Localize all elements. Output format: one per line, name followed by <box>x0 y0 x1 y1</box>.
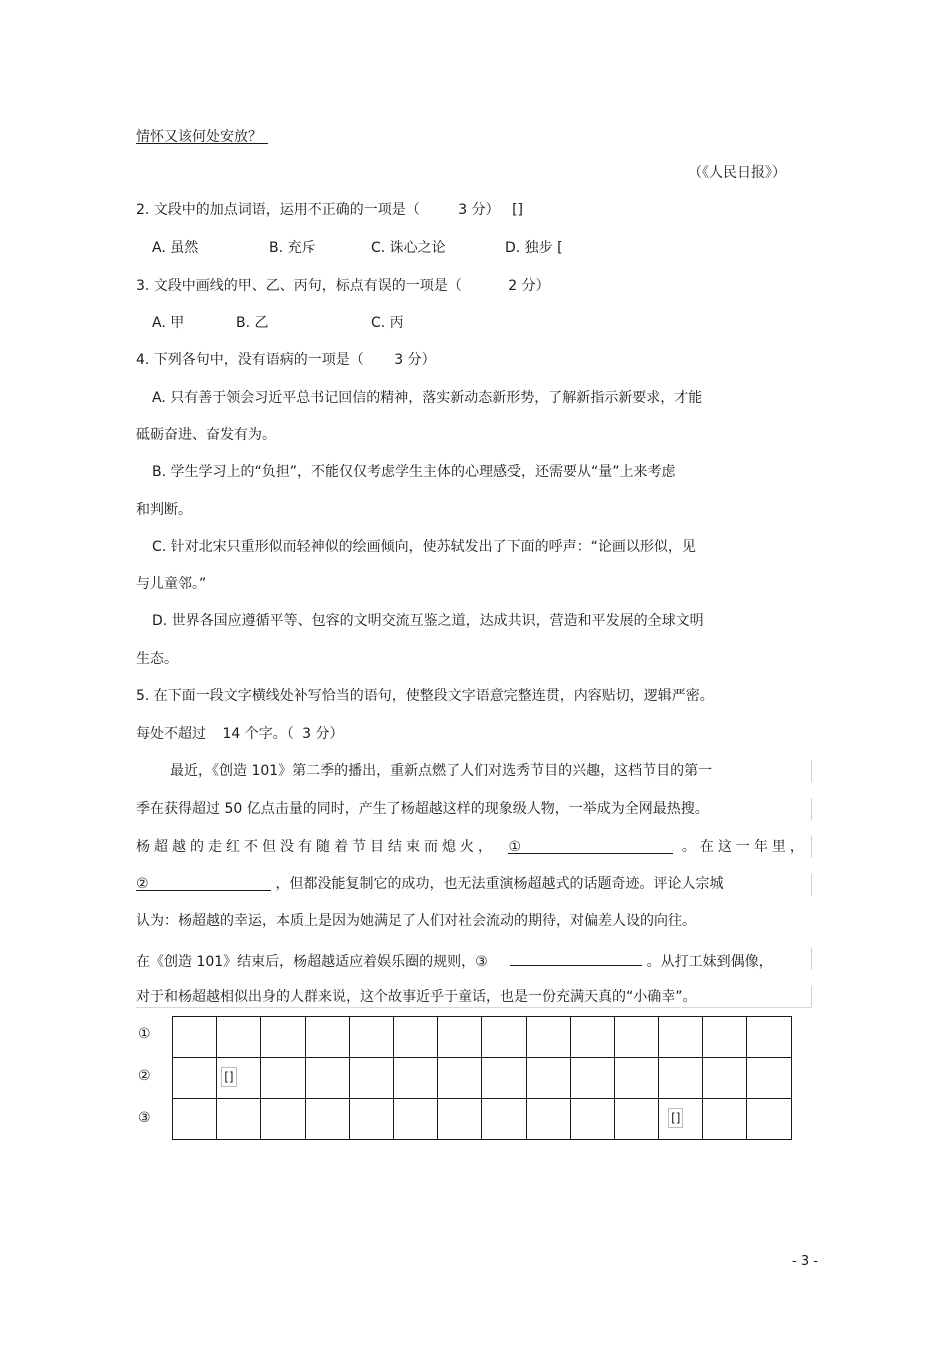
grid-cell[interactable] <box>659 1099 703 1140</box>
grid-cell[interactable] <box>393 1099 437 1140</box>
passage-rule <box>811 948 812 970</box>
grid-cell[interactable] <box>659 1017 703 1058</box>
passage-line-6b: 。从打工妹到偶像， <box>646 954 773 970</box>
grid-label-3: ③ <box>138 1110 151 1126</box>
grid-cell[interactable] <box>614 1058 658 1099</box>
q4-stem <box>136 350 436 370</box>
passage-line-1: 最近，《创造 101》第二季的播出，重新点燃了人们对选秀节目的兴趣，这档节目的第一 <box>170 763 713 779</box>
grid-cell[interactable] <box>349 1017 393 1058</box>
grid-cell[interactable] <box>438 1058 482 1099</box>
passage-rule <box>811 760 812 782</box>
q2-option-a: A. 虽然 <box>152 240 199 256</box>
q4-option-d-line2: 生态。 <box>136 651 178 667</box>
q3-option-b: B. 乙 <box>236 315 269 331</box>
grid-cell[interactable] <box>614 1099 658 1140</box>
grid-label-2: ② <box>138 1068 151 1084</box>
grid-cell[interactable] <box>217 1058 261 1099</box>
grid-cell[interactable] <box>393 1058 437 1099</box>
q2-option-c: C. 诛心之论 <box>371 240 446 256</box>
q5-limit-a: 每处不超过 <box>136 726 206 742</box>
grid-cell[interactable] <box>482 1099 526 1140</box>
grid-cell[interactable] <box>703 1099 747 1140</box>
grid-cell[interactable] <box>217 1017 261 1058</box>
passage-bottom-rule <box>136 1007 812 1008</box>
grid-cell[interactable] <box>349 1058 393 1099</box>
grid-cell[interactable] <box>526 1099 570 1140</box>
q4-option-c-line2: 与儿童邻。” <box>136 576 207 592</box>
q2-mark: [] <box>512 202 524 218</box>
grid-mark: [] <box>221 1067 236 1087</box>
grid-cell[interactable] <box>305 1017 349 1058</box>
grid-cell[interactable] <box>349 1099 393 1140</box>
passage-line-5: 认为：杨超越的幸运，本质上是因为她满足了人们对社会流动的期待，对偏差人设的向往。 <box>136 913 696 929</box>
passage-line-6 <box>136 949 773 969</box>
grid-cell[interactable] <box>173 1058 217 1099</box>
grid-cell[interactable] <box>482 1017 526 1058</box>
grid-cell[interactable] <box>570 1058 614 1099</box>
answer-blank-3[interactable] <box>510 949 642 966</box>
q4-option-a-line2: 砥砺奋进、奋发有为。 <box>136 427 276 443</box>
grid-cell[interactable] <box>703 1058 747 1099</box>
answer-blank-1[interactable] <box>508 837 673 854</box>
grid-cell[interactable] <box>173 1099 217 1140</box>
passage-rule <box>811 836 812 858</box>
q3-stem <box>136 276 550 296</box>
q4-score: 3 分） <box>394 352 436 368</box>
passage-rule <box>811 986 812 1008</box>
grid-row-3 <box>173 1099 792 1140</box>
q4-option-d-line1: D. 世界各国应遵循平等、包容的文明交流互鉴之道，达成共识，营造和平发展的全球文明 <box>152 613 704 629</box>
q3-option-c: C. 丙 <box>371 315 404 331</box>
q5-limit-c: 3 分） <box>302 726 344 742</box>
grid-row-1 <box>173 1017 792 1058</box>
q4-option-b-line1: B. 学生学习上的“负担”，不能仅仅考虑学生主体的心理感受，还需要从“量”上来考虑 <box>152 464 676 480</box>
passage-rule <box>811 798 812 820</box>
passage-line-3a: 杨超越的走红不但没有随着节目结束而熄火， <box>136 839 496 855</box>
q3-stem-text: 3. 文段中画线的甲、乙、丙句，标点有误的一项是（ <box>136 278 462 294</box>
grid-cell[interactable] <box>261 1017 305 1058</box>
grid-cell[interactable] <box>261 1099 305 1140</box>
grid-cell[interactable] <box>217 1099 261 1140</box>
q2-option-d: D. 独步 [ <box>505 240 563 256</box>
blank-2-label: ② <box>136 876 149 892</box>
grid-cell[interactable] <box>438 1099 482 1140</box>
q2-stem <box>136 200 523 220</box>
grid-label-1: ① <box>138 1026 151 1042</box>
grid-cell[interactable] <box>526 1017 570 1058</box>
q5-limit <box>136 724 344 744</box>
grid-mark: [] <box>668 1108 683 1128</box>
grid-cell[interactable] <box>261 1058 305 1099</box>
grid-cell[interactable] <box>747 1058 791 1099</box>
grid-cell[interactable] <box>614 1017 658 1058</box>
grid-cell[interactable] <box>703 1017 747 1058</box>
grid-cell[interactable] <box>659 1058 703 1099</box>
passage-rule <box>811 874 812 896</box>
q2-stem-text: 2. 文段中的加点词语，运用不正确的一项是（ <box>136 202 420 218</box>
q5-stem: 5. 在下面一段文字横线处补写恰当的语句，使整段文字语意完整连贯，内容贴切，逻辑严密。 <box>136 688 714 704</box>
intro-line <box>136 127 268 147</box>
grid-cell[interactable] <box>438 1017 482 1058</box>
blank-1-label: ① <box>508 839 522 855</box>
passage-line-3 <box>136 837 806 857</box>
q2-option-b: B. 充斥 <box>269 240 316 256</box>
passage-line-2: 季在获得超过 50 亿点击量的同时，产生了杨超越这样的现象级人物，一举成为全网最热搜。 <box>136 801 709 817</box>
passage-line-6a: 在《创造 101》结束后，杨超越适应着娱乐圈的规则，③ <box>136 954 488 970</box>
grid-cell[interactable] <box>747 1099 791 1140</box>
grid-cell[interactable] <box>570 1099 614 1140</box>
answer-grid <box>172 1016 792 1140</box>
page-number: - 3 - <box>792 1254 818 1269</box>
q5-limit-b: 14 个字。（ <box>222 726 294 742</box>
passage-line-7: 对于和杨超越相似出身的人群来说，这个故事近乎于童话，也是一份充满天真的“小确幸”。 <box>136 989 697 1005</box>
grid-cell[interactable] <box>482 1058 526 1099</box>
passage-line-4-text: ，但都没能复制它的成功，也无法重演杨超越式的话题奇迹。评论人宗城 <box>275 876 724 892</box>
grid-cell[interactable] <box>570 1017 614 1058</box>
q3-option-a: A. 甲 <box>152 315 185 331</box>
q4-option-a-line1: A. 只有善于领会习近平总书记回信的精神，落实新动态新形势，了解新指示新要求，才能 <box>152 390 703 406</box>
source-citation: （《人民日报》） <box>688 165 786 181</box>
answer-blank-2[interactable] <box>136 874 271 891</box>
q4-option-c-line1: C. 针对北宋只重形似而轻神似的绘画倾向，使苏轼发出了下面的呼声：“论画以形似，见 <box>152 539 696 555</box>
q4-option-b-line2: 和判断。 <box>136 502 192 518</box>
grid-cell[interactable] <box>173 1017 217 1058</box>
passage-line-4 <box>136 874 723 894</box>
grid-cell[interactable] <box>526 1058 570 1099</box>
grid-cell[interactable] <box>393 1017 437 1058</box>
grid-cell[interactable] <box>305 1058 349 1099</box>
grid-cell[interactable] <box>747 1017 791 1058</box>
intro-text: 情怀又该何处安放？ <box>136 127 268 144</box>
passage-line-3b: 。在这一年里， <box>681 839 808 855</box>
grid-cell[interactable] <box>305 1099 349 1140</box>
q2-score: 3 分） <box>458 202 500 218</box>
q3-score: 2 分） <box>508 278 550 294</box>
grid-row-2 <box>173 1058 792 1099</box>
q4-stem-text: 4. 下列各句中，没有语病的一项是（ <box>136 352 364 368</box>
